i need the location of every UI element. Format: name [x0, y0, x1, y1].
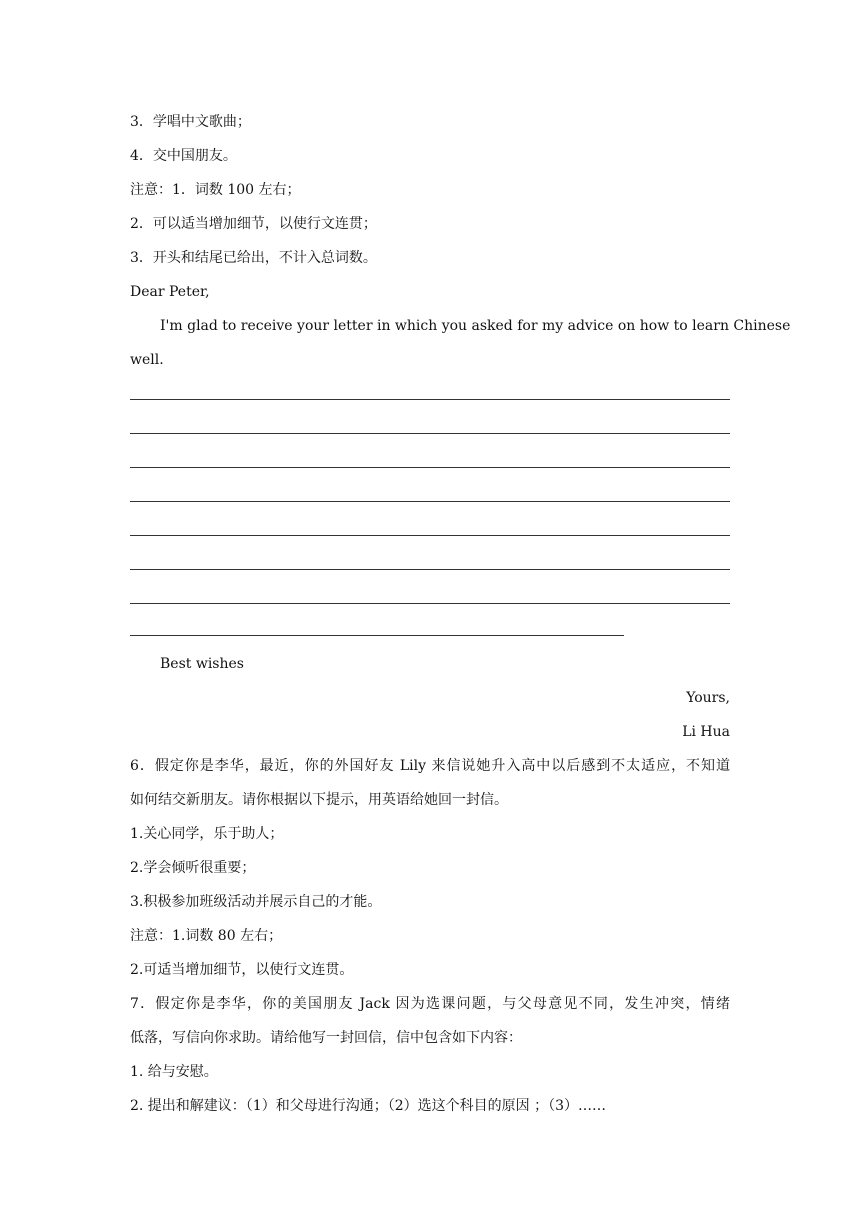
question-7-line-1: 7．假定你是李华，你的美国朋友 Jack 因为选课问题，与父母意见不同，发生冲突，情绪	[130, 996, 730, 1012]
note-add-details: 2．可以适当增加细节，以使行文连贯；	[130, 216, 377, 232]
question-7-point-2: 2. 提出和解建议：（1）和父母进行沟通；（2）选这个科目的原因 ；（3）……	[130, 1098, 606, 1114]
question-6-hint-3: 3.积极参加班级活动并展示自己的才能。	[130, 894, 382, 910]
writing-line[interactable]	[130, 433, 730, 434]
writing-line[interactable]	[130, 535, 730, 536]
requirement-line-3: 3．学唱中文歌曲；	[130, 114, 251, 130]
letter-opening-line-1: I'm glad to receive your letter in which you asked for my advice on how to learn Chinese	[160, 318, 791, 334]
letter-signature: Li Hua	[682, 724, 730, 740]
question-7-point-1: 1. 给与安慰。	[130, 1064, 218, 1080]
question-7-line-2: 低落，写信向你求助。请给他写一封回信，信中包含如下内容：	[130, 1030, 522, 1046]
question-6-hint-1: 1.关心同学，乐于助人；	[130, 826, 284, 842]
writing-line[interactable]	[130, 501, 730, 502]
question-6-note-1: 注意：1.词数 80 左右；	[130, 928, 283, 944]
letter-opening-line-2: well.	[130, 352, 164, 368]
requirement-line-4: 4．交中国朋友。	[130, 148, 237, 164]
question-6-note-2: 2.可适当增加细节，以使行文连贯。	[130, 962, 354, 978]
writing-line-short[interactable]	[130, 635, 624, 636]
writing-line[interactable]	[130, 399, 730, 400]
question-6-line-1: 6．假定你是李华，最近，你的外国好友 Lily 来信说她升入高中以后感到不太适应，不知道	[130, 758, 730, 774]
writing-line[interactable]	[130, 603, 730, 604]
question-6-hint-2: 2.学会倾听很重要；	[130, 860, 256, 876]
question-6-line-2: 如何结交新朋友。请你根据以下提示，用英语给她回一封信。	[130, 792, 508, 808]
note-word-count: 注意：1．词数 100 左右；	[130, 182, 301, 198]
letter-closing: Best wishes	[160, 656, 244, 672]
note-opening-closing: 3．开头和结尾已给出，不计入总词数。	[130, 250, 377, 266]
letter-yours: Yours,	[686, 690, 730, 706]
letter-salutation: Dear Peter,	[130, 284, 210, 300]
writing-line[interactable]	[130, 467, 730, 468]
writing-line[interactable]	[130, 569, 730, 570]
